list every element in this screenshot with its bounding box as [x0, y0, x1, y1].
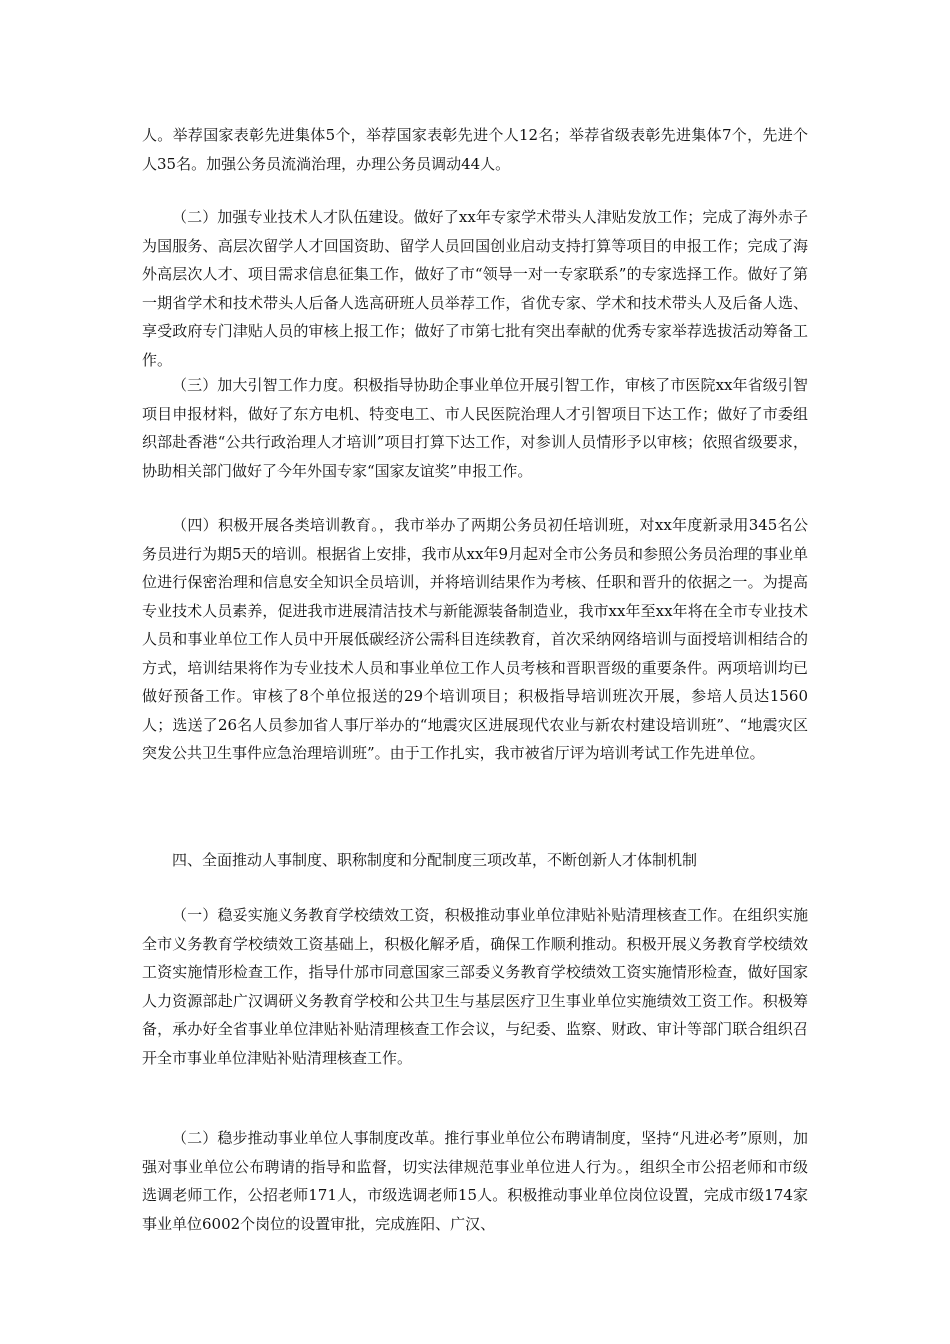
paragraph-commendations: 人。举荐国家表彰先进集体5个，举荐国家表彰先进个人12名；举荐省级表彰先进集体7个，先进个人35名。加强公务员流淌治理，办理公务员调动44人。	[142, 126, 808, 173]
paragraph-personnel-reform: （二）稳步推动事业单位人事制度改革。推行事业单位公布聘请制度，坚持“凡进必考”原则，加强对事业单位公布聘请的指导和监督，切实法律规范事业单位进人行为。，组织全市公招老师和市级选调老师工作，公招老师171人，市级选调老师15人。积极推动事业单位岗位设置，完成市级174家事业单位6002个岗位的设置审批，完成旌阳、广汉、	[142, 1129, 808, 1233]
section-heading-reform: 四、全面推动人事制度、职称制度和分配制度三项改革，不断创新人才体制机制	[172, 851, 698, 869]
paragraph-performance-pay: （一）稳妥实施义务教育学校绩效工资，积极推动事业单位津贴补贴清理核查工作。在组织实施全市义务教育学校绩效工资基础上，积极化解矛盾，确保工作顺利推动。积极开展义务教育学校绩效工资实施情形检查工作，指导什邡市同意国家三部委义务教育学校绩效工资实施情形检查，做好国家人力资源部赴广汉调研义务教育学校和公共卫生与基层医疗卫生事业单位实施绩效工资工作。积极筹备，承办好全省事业单位津贴补贴清理核查工作会议，与纪委、监察、财政、审计等部门联合组织召开全市事业单位津贴补贴清理核查工作。	[142, 906, 808, 1067]
paragraph-talent-introduction: （三）加大引智工作力度。积极指导协助企事业单位开展引智工作，审核了市医院xx年省级引智项目申报材料，做好了东方电机、特变电工、市人民医院治理人才引智项目下达工作；做好了市委组织部赴香港“公共行政治理人才培训”项目打算下达工作，对参训人员情形予以审核；依照省级要求，协助相关部门做好了今年外国专家“国家友谊奖”申报工作。	[142, 376, 808, 480]
paragraph-training-education: （四）积极开展各类培训教育。，我市举办了两期公务员初任培训班，对xx年度新录用345名公务员进行为期5天的培训。根据省上安排，我市从xx年9月起对全市公务员和参照公务员治理的事业单位进行保密治理和信息安全知识全员培训，并将培训结果作为考核、任职和晋升的依据之一。为提高专业技术人员素养，促进我市进展清洁技术与新能源装备制造业，我市xx年至xx年将在全市专业技术人员和事业单位工作人员中开展低碳经济公需科目连续教育，首次采纳网络培训与面授培训相结合的方式，培训结果将作为专业技术人员和事业单位工作人员考核和晋职晋级的重要条件。两项培训均已做好预备工作。审核了8个单位报送的29个培训项目；积极指导培训班次开展，参培人员达1560人；选送了26名人员参加省人事厅举办的“地震灾区进展现代农业与新农村建设培训班”、“地震灾区突发公共卫生事件应急治理培训班”。由于工作扎实，我市被省厅评为培训考试工作先进单位。	[142, 516, 809, 762]
paragraph-professional-talent: （二）加强专业技术人才队伍建设。做好了xx年专家学术带头人津贴发放工作；完成了海外赤子为国服务、高层次留学人才回国资助、留学人员回国创业启动支持打算等项目的申报工作；完成了海外高层次人才、项目需求信息征集工作，做好了市“领导一对一专家联系”的专家选择工作。做好了第一期省学术和技术带头人后备人选高研班人员举荐工作，省优专家、学术和技术带头人及后备人选、享受政府专门津贴人员的审核上报工作；做好了市第七批有突出奉献的优秀专家举荐选拔活动筹备工作。	[142, 208, 808, 369]
